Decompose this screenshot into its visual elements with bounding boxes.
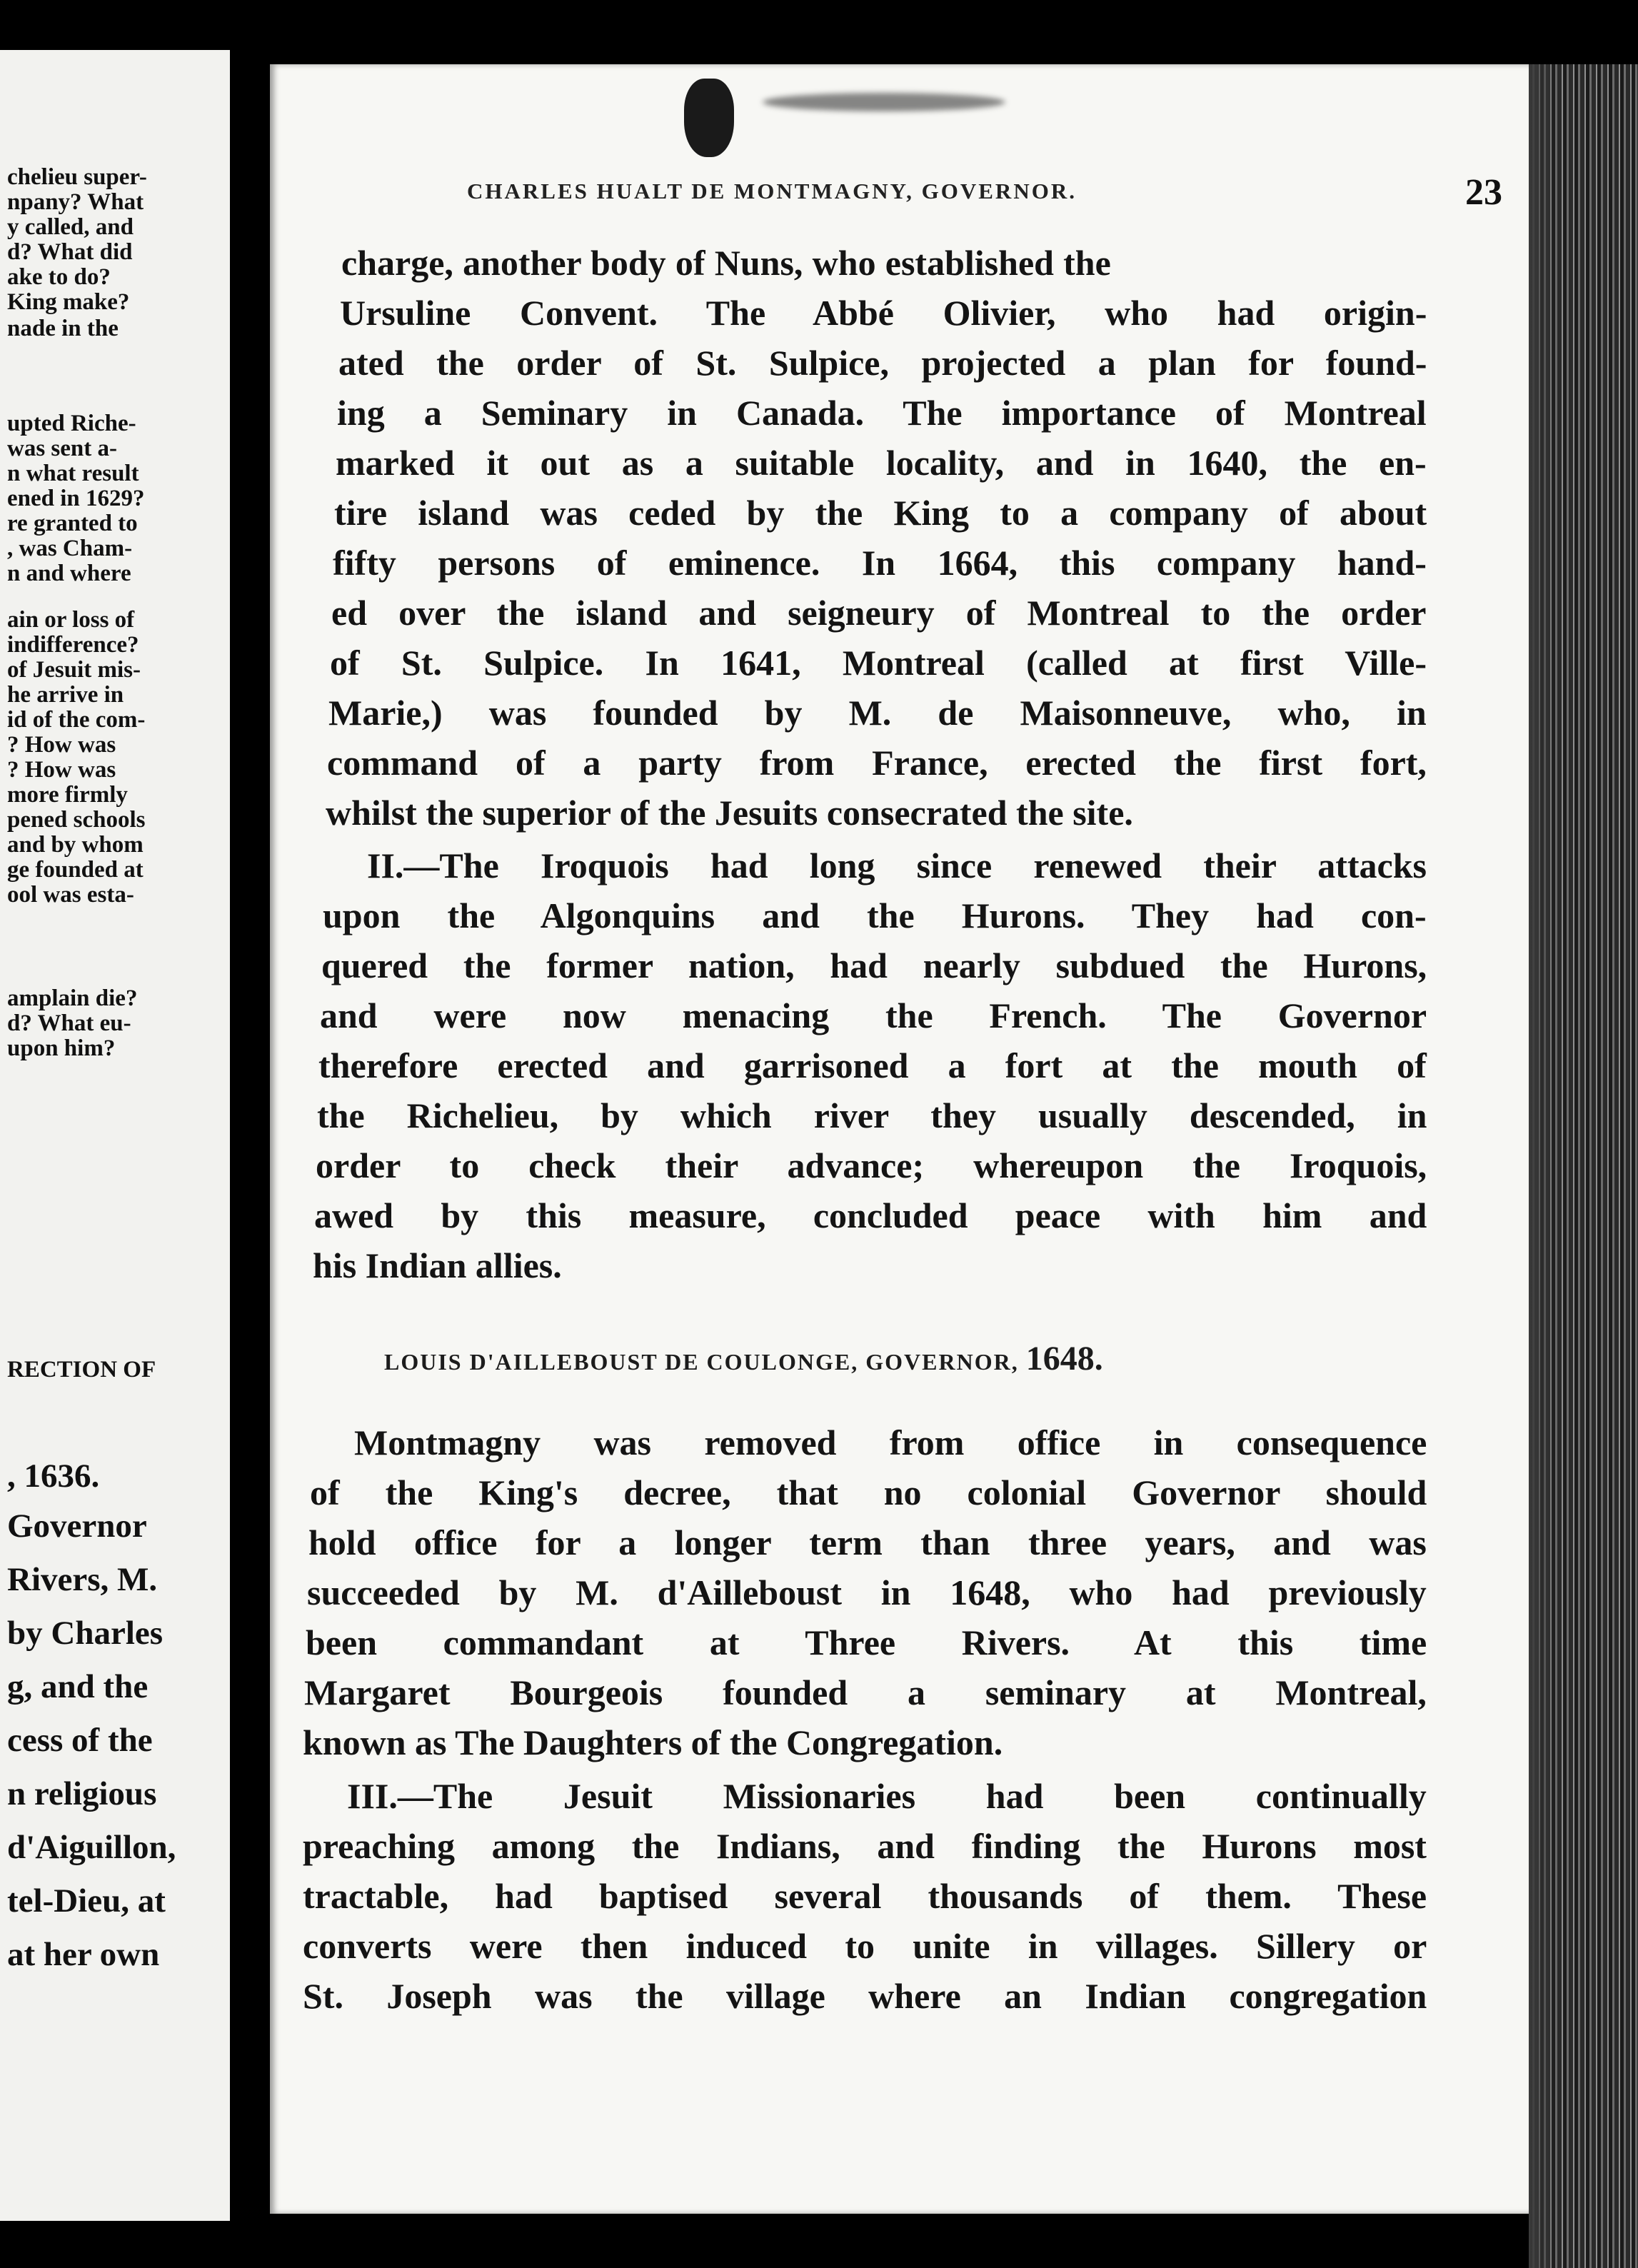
left-page-line: by Charles	[7, 1615, 164, 1652]
ink-smudge	[763, 93, 1005, 111]
left-page-line: indifference?	[7, 632, 139, 658]
text-line: converts were then induced to unite in villages. Sillery or	[303, 1926, 1427, 1966]
left-page-line: tel-Dieu, at	[7, 1882, 166, 1920]
text-line: whilst the superior of the Jesuits consecrated the site.	[326, 793, 1133, 833]
text-line: and were now menacing the French. The Governor	[320, 995, 1427, 1035]
left-page-line: Governor	[7, 1507, 147, 1545]
text-line: II.—The Iroquois had long since renewed their attacks	[367, 846, 1427, 885]
left-page-line: ? How was	[7, 732, 116, 758]
text-line: III.—The Jesuit Missionaries had been continually	[347, 1776, 1427, 1816]
left-page-line: upted Riche-	[7, 411, 136, 436]
text-line: awed by this measure, concluded peace with him and	[314, 1195, 1427, 1235]
text-line: ated the order of St. Sulpice, projected a plan for found-	[338, 343, 1427, 383]
left-page-line: ake to do?	[7, 264, 111, 290]
page-number: 23	[1465, 172, 1502, 213]
text-line: hold office for a longer term than three years, and was	[308, 1522, 1427, 1562]
running-head	[467, 171, 1502, 214]
text-line: charge, another body of Nuns, who established the	[341, 243, 1111, 283]
left-page-line: npany? What	[7, 189, 144, 215]
text-line: Marie,) was founded by M. de Maisonneuve, who, in	[328, 693, 1427, 733]
text-line: therefore erected and garrisoned a fort at the mouth of	[318, 1045, 1427, 1085]
left-page-line: Rivers, M.	[7, 1561, 158, 1598]
left-page-line: ain or loss of	[7, 607, 135, 633]
left-page-line: pened schools	[7, 807, 146, 833]
left-page-line: ened in 1629?	[7, 486, 145, 511]
text-line: marked it out as a suitable locality, and in 1640, the en-	[336, 443, 1427, 483]
left-page-line: he arrive in	[7, 682, 124, 708]
book-gutter	[230, 0, 270, 2268]
left-page-line: d? What did	[7, 239, 133, 265]
text-line: known as The Daughters of the Congregation.	[303, 1722, 1003, 1762]
text-line: fifty persons of eminence. In 1664, this company hand-	[333, 543, 1427, 583]
left-page-line: RECTION OF	[7, 1357, 156, 1383]
text-line: quered the former nation, had nearly subdued the Hurons,	[321, 945, 1427, 985]
left-page-line: ool was esta-	[7, 882, 134, 908]
left-page-line: n what result	[7, 461, 139, 486]
text-line: ing a Seminary in Canada. The importance of Montreal	[337, 393, 1427, 433]
page-edges-shadow	[1529, 64, 1557, 2268]
left-page-line: id of the com-	[7, 707, 146, 733]
text-line: his Indian allies.	[313, 1245, 562, 1285]
previous-page-fragment	[0, 50, 230, 2221]
left-page-line: of Jesuit mis-	[7, 657, 141, 683]
text-line: of St. Sulpice. In 1641, Montreal (called at first Ville-	[330, 643, 1427, 683]
text-line: Montmagny was removed from office in consequence	[354, 1422, 1427, 1462]
left-page-line: ge founded at	[7, 857, 144, 883]
text-line: tractable, had baptised several thousands of them. These	[303, 1876, 1427, 1916]
left-page-line: amplain die?	[7, 985, 138, 1011]
left-page-line: more firmly	[7, 782, 128, 808]
text-line: Ursuline Convent. The Abbé Olivier, who had origin-	[340, 293, 1427, 333]
text-line: Margaret Bourgeois founded a seminary at Montreal,	[304, 1672, 1427, 1712]
text-line: succeeded by M. d'Ailleboust in 1648, who had previously	[307, 1572, 1427, 1612]
section-heading-text: LOUIS D'AILLEBOUST DE COULONGE, GOVERNOR,	[384, 1349, 1019, 1375]
left-page-line: , was Cham-	[7, 536, 133, 561]
text-line: the Richelieu, by which river they usually descended, in	[317, 1095, 1427, 1135]
left-page-line: y called, and	[7, 214, 134, 240]
left-page-line: re granted to	[7, 511, 138, 536]
running-title: CHARLES HUALT DE MONTMAGNY, GOVERNOR.	[467, 179, 1077, 204]
text-line: been commandant at Three Rivers. At this time	[306, 1622, 1427, 1662]
text-line: preaching among the Indians, and finding the Hurons most	[303, 1826, 1427, 1866]
left-page-line: nade in the	[7, 316, 119, 341]
ink-blot	[684, 79, 734, 157]
left-page-line: upon him?	[7, 1035, 116, 1061]
left-page-line: at her own	[7, 1936, 160, 1973]
left-page-line: chelieu super-	[7, 164, 147, 190]
text-line: of the King's decree, that no colonial Governor should	[310, 1472, 1427, 1512]
left-page-line: and by whom	[7, 832, 144, 858]
text-line: upon the Algonquins and the Hurons. They had con-	[323, 895, 1427, 935]
left-page-line: g, and the	[7, 1668, 149, 1705]
text-line: tire island was ceded by the King to a company of about	[334, 493, 1427, 533]
text-line: command of a party from France, erected the first fort,	[327, 743, 1427, 783]
left-page-line: ? How was	[7, 757, 116, 783]
text-line: St. Joseph was the village where an Indian congregation	[303, 1976, 1427, 2016]
left-page-line: d'Aiguillon,	[7, 1829, 176, 1866]
left-page-line: d? What eu-	[7, 1010, 131, 1036]
left-page-line: n and where	[7, 561, 131, 586]
left-page-line: , 1636.	[7, 1457, 100, 1495]
section-heading-year: 1648.	[1025, 1340, 1103, 1378]
book-page	[270, 64, 1529, 2214]
left-page-line: was sent a-	[7, 436, 117, 461]
text-line: ed over the island and seigneury of Montreal to the order	[331, 593, 1427, 633]
left-page-line: n religious	[7, 1775, 157, 1812]
text-line: order to check their advance; whereupon the Iroquois,	[316, 1145, 1427, 1185]
section-heading	[384, 1341, 1103, 1380]
left-page-line: King make?	[7, 289, 130, 315]
left-page-line: cess of the	[7, 1722, 153, 1759]
